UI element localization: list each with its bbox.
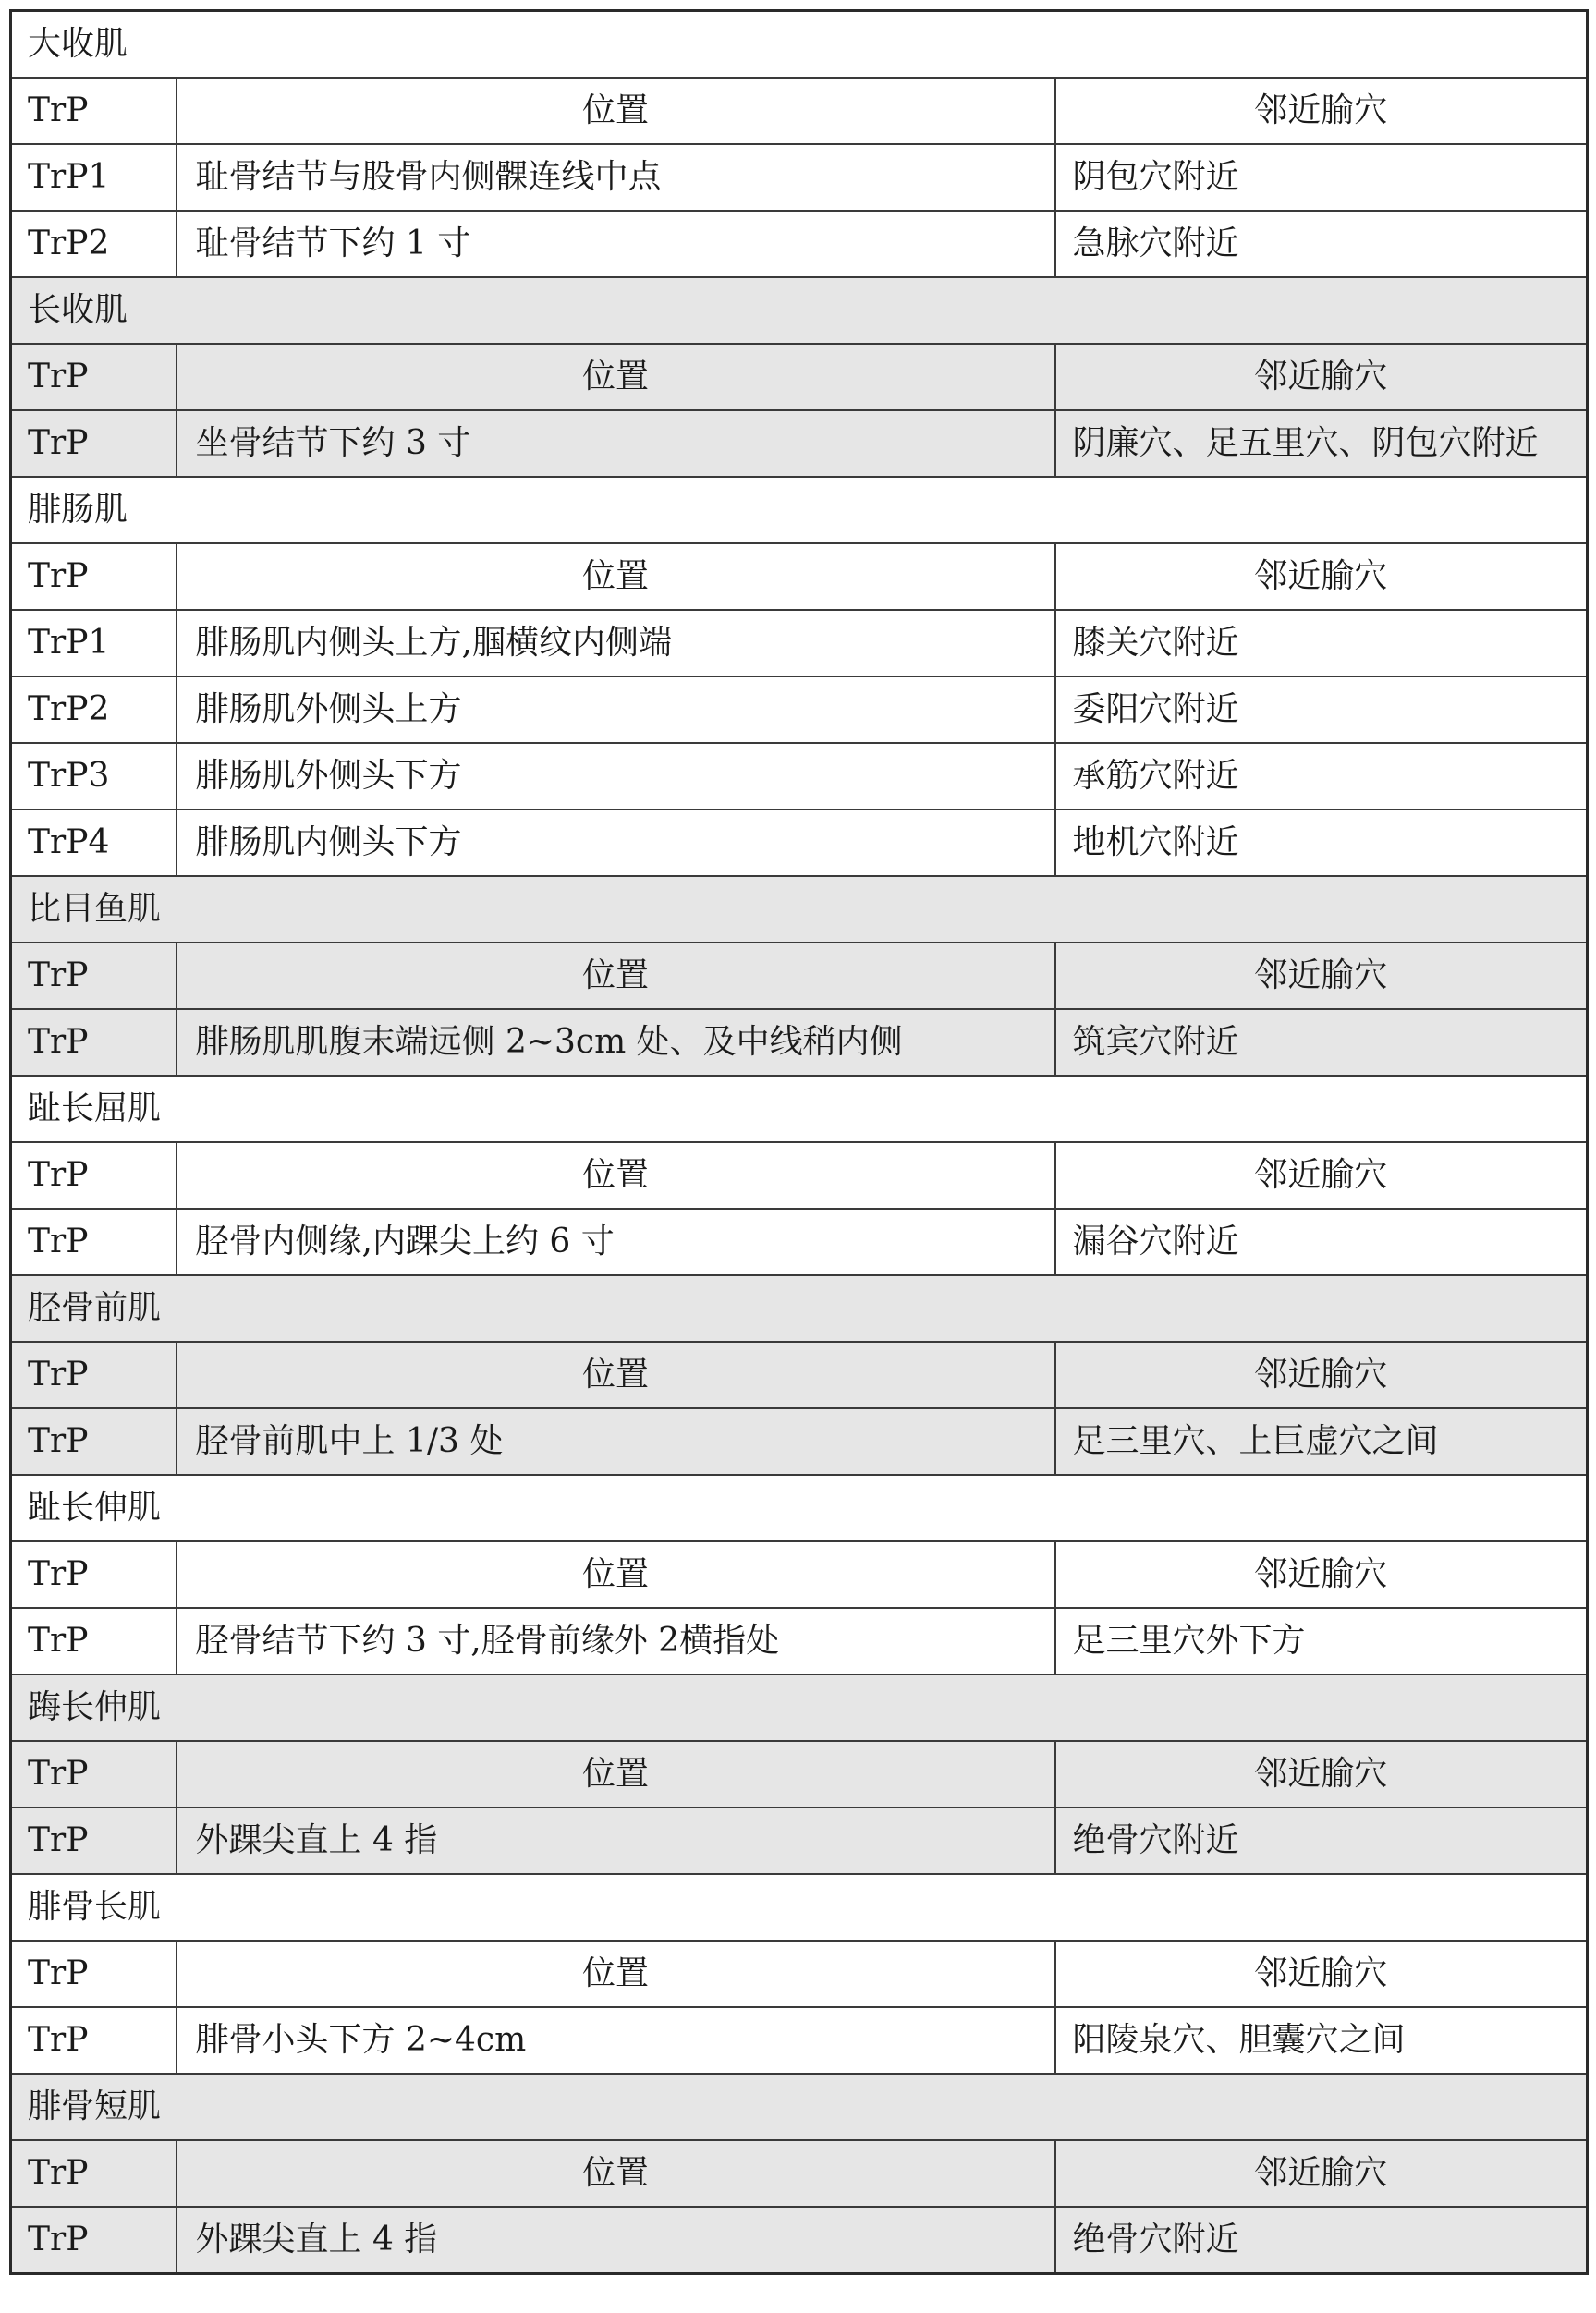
muscle-name: 腓骨短肌 <box>11 2074 1588 2140</box>
trp-cell: TrP2 <box>11 211 177 277</box>
trp-cell: TrP <box>11 2007 177 2074</box>
header-trp: TrP <box>11 943 177 1009</box>
header-acupoint: 邻近腧穴 <box>1055 78 1588 144</box>
header-acupoint: 邻近腧穴 <box>1055 1541 1588 1608</box>
location-cell: 胫骨结节下约 3 寸,胫骨前缘外 2横指处 <box>177 1608 1055 1674</box>
column-header-row <box>11 2140 1588 2207</box>
header-location: 位置 <box>177 1541 1055 1608</box>
acupoint-cell: 筑宾穴附近 <box>1055 1009 1588 1076</box>
header-location: 位置 <box>177 2140 1055 2207</box>
table-row <box>11 1808 1588 1874</box>
muscle-name: 长收肌 <box>11 277 1588 344</box>
table-row <box>11 1608 1588 1674</box>
trp-cell: TrP1 <box>11 144 177 211</box>
header-acupoint: 邻近腧穴 <box>1055 943 1588 1009</box>
muscle-name: 趾长伸肌 <box>11 1475 1588 1541</box>
header-trp: TrP <box>11 1741 177 1808</box>
location-cell: 胫骨内侧缘,内踝尖上约 6 寸 <box>177 1209 1055 1275</box>
table-row <box>11 1209 1588 1275</box>
location-cell: 胫骨前肌中上 1/3 处 <box>177 1408 1055 1475</box>
acupoint-cell: 足三里穴、上巨虚穴之间 <box>1055 1408 1588 1475</box>
muscle-section-row <box>11 1475 1588 1541</box>
muscle-name: 比目鱼肌 <box>11 876 1588 943</box>
table-row <box>11 2007 1588 2074</box>
trp-cell: TrP <box>11 1608 177 1674</box>
muscle-section-row <box>11 11 1588 79</box>
table-row <box>11 1009 1588 1076</box>
acupoint-cell: 阴廉穴、足五里穴、阴包穴附近 <box>1055 410 1588 477</box>
table-row <box>11 410 1588 477</box>
header-acupoint: 邻近腧穴 <box>1055 2140 1588 2207</box>
column-header-row <box>11 1741 1588 1808</box>
location-cell: 腓肠肌外侧头上方 <box>177 676 1055 743</box>
trp-cell: TrP <box>11 1408 177 1475</box>
header-trp: TrP <box>11 344 177 410</box>
table-row <box>11 676 1588 743</box>
column-header-row <box>11 1941 1588 2007</box>
table-row <box>11 1408 1588 1475</box>
acupoint-cell: 地机穴附近 <box>1055 810 1588 876</box>
acupoint-cell: 绝骨穴附近 <box>1055 1808 1588 1874</box>
header-trp: TrP <box>11 2140 177 2207</box>
muscle-name: 大收肌 <box>11 11 1588 79</box>
location-cell: 耻骨结节下约 1 寸 <box>177 211 1055 277</box>
header-location: 位置 <box>177 78 1055 144</box>
muscle-section-row <box>11 277 1588 344</box>
location-cell: 外踝尖直上 4 指 <box>177 2207 1055 2274</box>
acupoint-cell: 阴包穴附近 <box>1055 144 1588 211</box>
column-header-row <box>11 1142 1588 1209</box>
header-location: 位置 <box>177 1142 1055 1209</box>
trp-cell: TrP1 <box>11 610 177 676</box>
header-acupoint: 邻近腧穴 <box>1055 344 1588 410</box>
table-row <box>11 610 1588 676</box>
header-location: 位置 <box>177 1941 1055 2007</box>
table-row <box>11 743 1588 810</box>
column-header-row <box>11 78 1588 144</box>
trp-cell: TrP4 <box>11 810 177 876</box>
muscle-section-row <box>11 1076 1588 1142</box>
muscle-section-row <box>11 876 1588 943</box>
header-acupoint: 邻近腧穴 <box>1055 1142 1588 1209</box>
muscle-section-row <box>11 477 1588 543</box>
muscle-section-row <box>11 1674 1588 1741</box>
header-trp: TrP <box>11 1541 177 1608</box>
location-cell: 腓肠肌肌腹末端远侧 2~3cm 处、及中线稍内侧 <box>177 1009 1055 1076</box>
location-cell: 腓肠肌内侧头下方 <box>177 810 1055 876</box>
header-acupoint: 邻近腧穴 <box>1055 1342 1588 1408</box>
trp-cell: TrP <box>11 410 177 477</box>
header-location: 位置 <box>177 943 1055 1009</box>
location-cell: 耻骨结节与股骨内侧髁连线中点 <box>177 144 1055 211</box>
header-acupoint: 邻近腧穴 <box>1055 543 1588 610</box>
location-cell: 腓肠肌外侧头下方 <box>177 743 1055 810</box>
header-trp: TrP <box>11 1941 177 2007</box>
header-trp: TrP <box>11 1342 177 1408</box>
header-location: 位置 <box>177 543 1055 610</box>
acupoint-cell: 足三里穴外下方 <box>1055 1608 1588 1674</box>
muscle-section-row <box>11 1874 1588 1941</box>
trp-cell: TrP <box>11 1808 177 1874</box>
header-acupoint: 邻近腧穴 <box>1055 1941 1588 2007</box>
header-location: 位置 <box>177 1741 1055 1808</box>
table-row <box>11 211 1588 277</box>
acupoint-cell: 绝骨穴附近 <box>1055 2207 1588 2274</box>
location-cell: 外踝尖直上 4 指 <box>177 1808 1055 1874</box>
trp-cell: TrP <box>11 1009 177 1076</box>
acupoint-cell: 阳陵泉穴、胆囊穴之间 <box>1055 2007 1588 2074</box>
acupoint-cell: 膝关穴附近 <box>1055 610 1588 676</box>
muscle-name: 胫骨前肌 <box>11 1275 1588 1342</box>
header-trp: TrP <box>11 543 177 610</box>
column-header-row <box>11 1541 1588 1608</box>
trigger-point-table <box>9 9 1589 2275</box>
column-header-row <box>11 543 1588 610</box>
muscle-section-row <box>11 2074 1588 2140</box>
muscle-name: 腓肠肌 <box>11 477 1588 543</box>
column-header-row <box>11 943 1588 1009</box>
column-header-row <box>11 1342 1588 1408</box>
acupoint-cell: 漏谷穴附近 <box>1055 1209 1588 1275</box>
trp-cell: TrP <box>11 2207 177 2274</box>
trp-cell: TrP3 <box>11 743 177 810</box>
header-acupoint: 邻近腧穴 <box>1055 1741 1588 1808</box>
table-row <box>11 144 1588 211</box>
header-location: 位置 <box>177 344 1055 410</box>
trp-cell: TrP2 <box>11 676 177 743</box>
table-row <box>11 810 1588 876</box>
header-trp: TrP <box>11 1142 177 1209</box>
acupoint-cell: 委阳穴附近 <box>1055 676 1588 743</box>
muscle-name: 腓骨长肌 <box>11 1874 1588 1941</box>
muscle-section-row <box>11 1275 1588 1342</box>
muscle-name: 踇长伸肌 <box>11 1674 1588 1741</box>
table-row <box>11 2207 1588 2274</box>
header-trp: TrP <box>11 78 177 144</box>
acupoint-cell: 急脉穴附近 <box>1055 211 1588 277</box>
location-cell: 腓骨小头下方 2~4cm <box>177 2007 1055 2074</box>
header-location: 位置 <box>177 1342 1055 1408</box>
muscle-name: 趾长屈肌 <box>11 1076 1588 1142</box>
acupoint-cell: 承筋穴附近 <box>1055 743 1588 810</box>
location-cell: 坐骨结节下约 3 寸 <box>177 410 1055 477</box>
trp-cell: TrP <box>11 1209 177 1275</box>
location-cell: 腓肠肌内侧头上方,腘横纹内侧端 <box>177 610 1055 676</box>
column-header-row <box>11 344 1588 410</box>
table-body <box>11 11 1588 2274</box>
